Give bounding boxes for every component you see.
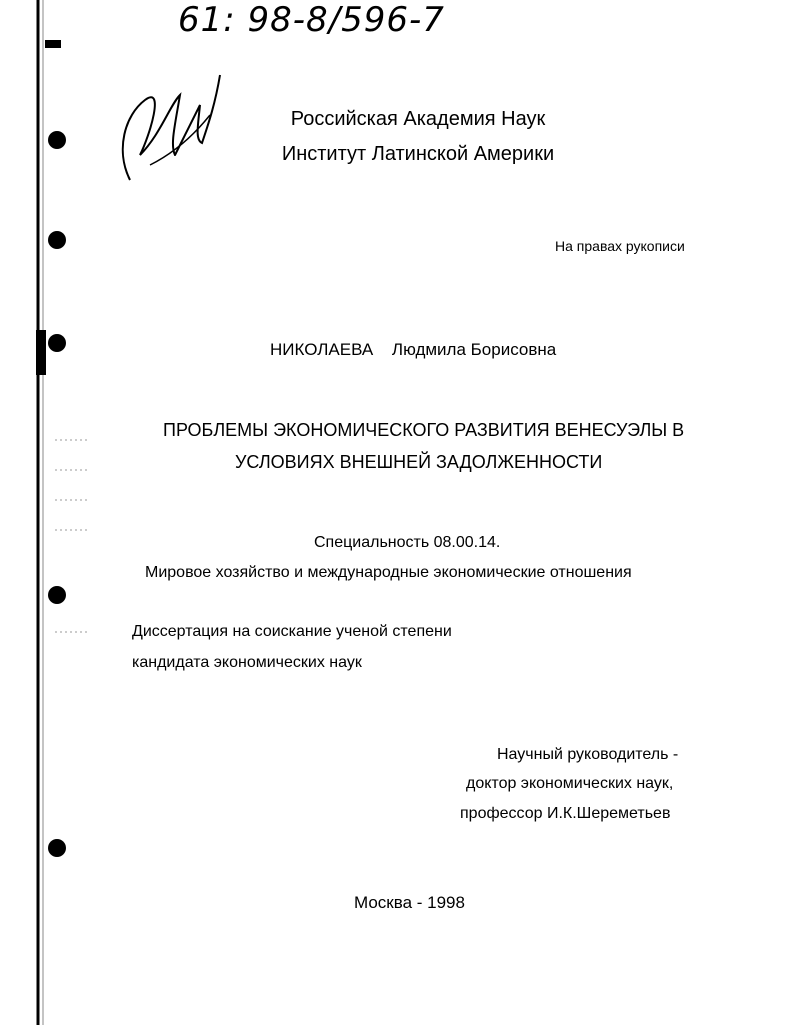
catalog-number-handwritten: 61: 98-8/596-7 — [178, 0, 445, 40]
author-surname: НИКОЛАЕВА — [270, 340, 374, 359]
specialty-code: Специальность 08.00.14. — [314, 534, 501, 551]
binding-hole — [48, 334, 66, 352]
dissertation-line2: кандидата экономических наук — [132, 654, 362, 671]
academy-name: Российская Академия Наук — [290, 108, 546, 130]
thesis-title-line1: ПРОБЛЕМЫ ЭКОНОМИЧЕСКОГО РАЗВИТИЯ ВЕНЕСУЭЛЫ В — [163, 420, 685, 440]
supervisor-degree: доктор экономических наук, — [466, 775, 674, 792]
author-name — [270, 340, 556, 360]
rights-note: На правах рукописи — [555, 238, 685, 254]
dissertation-line1: Диссертация на соискание ученой степени — [132, 623, 452, 640]
institute-name: Институт Латинской Америки — [281, 143, 555, 165]
author-given-names: Людмила Борисовна — [391, 340, 557, 359]
thesis-title-line2: УСЛОВИЯХ ВНЕШНЕЙ ЗАДОЛЖЕННОСТИ — [235, 452, 603, 472]
binding-hole — [48, 231, 66, 249]
specialty-name: Мировое хозяйство и международные экономические отношения — [145, 564, 632, 581]
supervisor-label: Научный руководитель - — [497, 746, 679, 763]
place-year: Москва - 1998 — [354, 893, 465, 912]
binding-hole — [48, 839, 66, 857]
supervisor-name: профессор И.К.Шереметьев — [460, 805, 671, 822]
binding-hole — [48, 586, 66, 604]
